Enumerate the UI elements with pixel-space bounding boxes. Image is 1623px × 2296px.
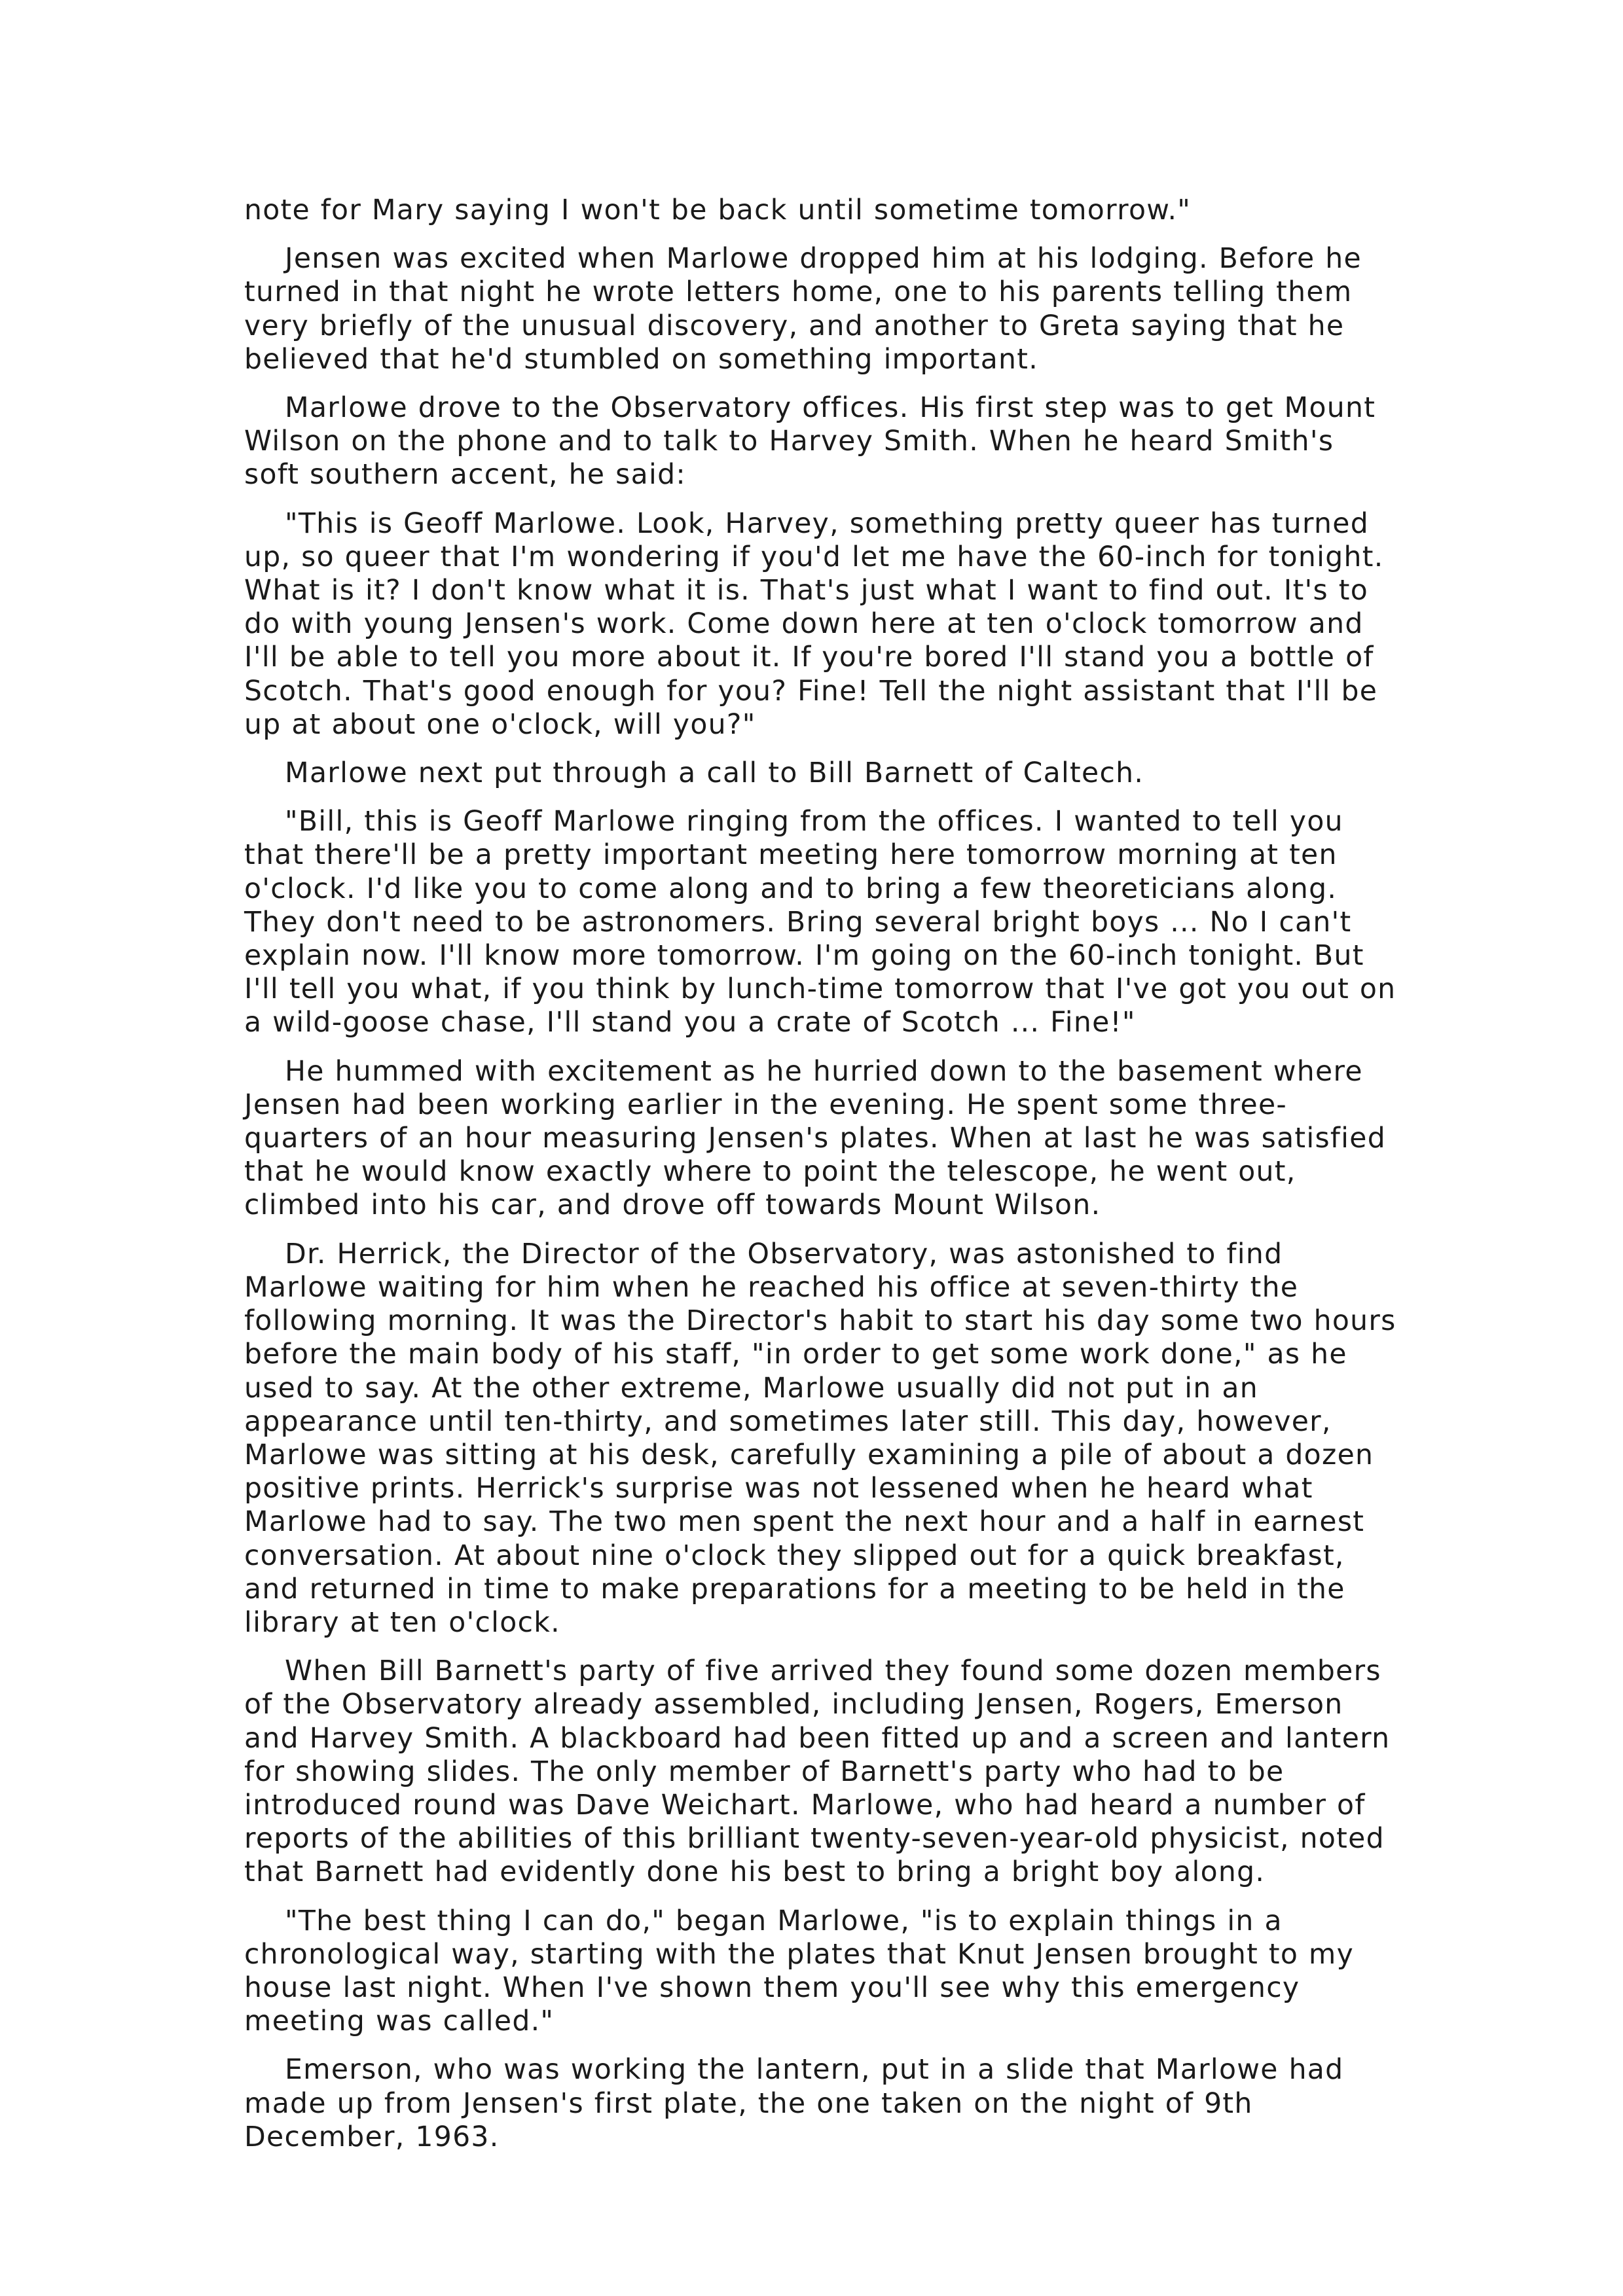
paragraph: note for Mary saying I won't be back until sometime tomorrow." — [244, 194, 1192, 226]
paragraph: Dr. Herrick, the Director of the Observatory, was astonished to find Marlowe waiting for him when he reached his office at seven-thirty the following morning. It was the Director's habit to start his day some two hours before the main body of his staff, "in order to get some work done," as he used to say. At the other extreme, Marlowe usually did not put in an appearance until ten-thirty, and sometimes later still. This day, however, Marlowe was sitting at his desk, carefully examining a pile of about a dozen positive prints. Herrick's surprise was not lessened when he heard what Marlowe had to say. The two men spent the next hour and a half in earnest conversation. At about nine o'clock they slipped out for a quick breakfast, and returned in time to make preparations for a meeting to be held in the library at ten o'clock. — [244, 1238, 1396, 1639]
paragraph: "The best thing I can do," began Marlowe, "is to explain things in a chronological way, starting with the plates that Knut Jensen brought to my house last night. When I've shown them you'll see why this emergency meeting was called." — [244, 1905, 1355, 2038]
paragraph: He hummed with excitement as he hurried down to the basement where Jensen had been working earlier in the evening. He spent some three-quarters of an hour measuring Jensen's plates. When at last he was satisfied that he would know exactly where to point the telescope, he went out, climbed into his car, and drove off towards Mount Wilson. — [244, 1055, 1387, 1222]
paragraph: Marlowe drove to the Observatory offices. His first step was to get Mount Wilson on the phone and to talk to Harvey Smith. When he heard Smith's soft southern accent, he said: — [244, 392, 1376, 492]
paragraph: When Bill Barnett's party of five arrived they found some dozen members of the Observatory already assembled, including Jensen, Rogers, Emerson and Harvey Smith. A blackboard had been fitted up and a screen and lantern for showing slides. The only member of Barnett's party who had to be introduced round was Dave Weichart. Marlowe, who had heard a number of reports of the abilities of this brilliant twenty-seven-year-old physicist, noted that Barnett had evidently done his best to bring a bright boy along. — [244, 1655, 1391, 1889]
page-body — [244, 194, 1396, 2169]
paragraph: Jensen was excited when Marlowe dropped him at his lodging. Before he turned in that night he wrote letters home, one to his parents telling them very briefly of the unusual discovery, and another to Greta saying that he believed that he'd stumbled on something important. — [244, 243, 1362, 376]
paragraph: "Bill, this is Geoff Marlowe ringing from the offices. I wanted to tell you that there'll be a pretty important meeting here tomorrow morning at ten o'clock. I'd like you to come along and to bring a few theoreticians along. They don't need to be astronomers. Bring several bright boys ... No I can't explain now. I'll know more tomorrow. I'm going on the 60-inch tonight. But I'll tell you what, if you think by lunch-time tomorrow that I've got you out on a wild-goose chase, I'll stand you a crate of Scotch ... Fine!" — [244, 806, 1396, 1039]
paragraph: "This is Geoff Marlowe. Look, Harvey, something pretty queer has turned up, so queer that I'm wondering if you'd let me have the 60-inch for tonight. What is it? I don't know what it is. That's just what I want to find out. It's to do with young Jensen's work. Come down here at ten o'clock tomorrow and I'll be able to tell you more about it. If you're bored I'll stand you a bottle of Scotch. That's good enough for you? Fine! Tell the night assistant that I'll be up at about one o'clock, will you?" — [244, 507, 1384, 741]
paragraph: Emerson, who was working the lantern, put in a slide that Marlowe had made up from Jensen's first plate, the one taken on the night of 9th December, 1963. — [244, 2054, 1344, 2153]
paragraph: Marlowe next put through a call to Bill Barnett of Caltech. — [285, 757, 1144, 790]
